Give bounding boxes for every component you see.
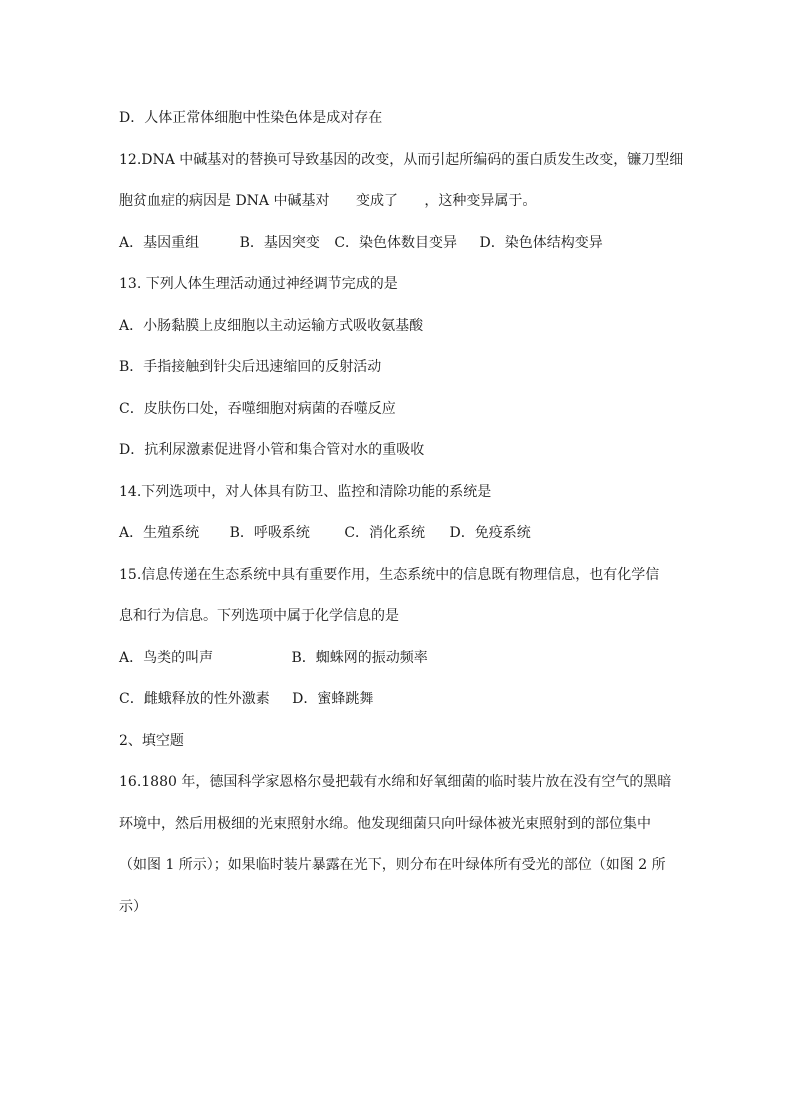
q12-option-b: B．基因突变 (239, 235, 320, 251)
q12-option-d: D．染色体结构变异 (479, 235, 603, 251)
q12-stem-part-b: 变成了 (355, 193, 398, 209)
q12-stem-part-c: ，这种变异属于。 (424, 193, 537, 209)
q11-option-d: D．人体正常体细胞中性染色体是成对存在 (119, 110, 383, 126)
q12-option-c: C．染色体数目变异 (334, 235, 458, 251)
q12-stem-line1: 12.DNA 中碱基对的替换可导致基因的改变，从而引起所编码的蛋白质发生改变，镰刀型细 (119, 152, 684, 168)
q13-option-c: C．皮肤伤口处，吞噬细胞对病菌的吞噬反应 (119, 401, 396, 417)
q15-stem-line1: 15.信息传递在生态系统中具有重要作用，生态系统中的信息既有物理信息，也有化学信 (119, 567, 660, 583)
q12-option-a: A．基因重组 (119, 235, 200, 251)
q16-line2: 环境中，然后用极细的光束照射水绵。他发现细菌只向叶绿体被光束照射到的部位集中 (119, 816, 651, 832)
q16-line3: （如图 1 所示）；如果临时装片暴露在光下，则分布在叶绿体所有受光的部位（如图 2 所 (119, 857, 666, 873)
q15-options-row2 (119, 689, 373, 709)
q14-stem: 14.下列选项中，对人体具有防卫、监控和清除功能的系统是 (119, 484, 492, 500)
q14-option-b: B．呼吸系统 (229, 525, 310, 541)
q15-option-b: B．蜘蛛网的振动频率 (291, 650, 428, 666)
q16-line1: 16.1880 年，德国科学家恩格尔曼把载有水绵和好氧细菌的临时装片放在没有空气的黑暗 (119, 774, 672, 790)
q14-option-a: A．生殖系统 (119, 525, 200, 541)
q15-options-row1 (119, 648, 428, 668)
q15-option-a: A．鸟类的叫声 (119, 650, 214, 666)
q12-stem-part-a: 胞贫血症的病因是 DNA 中碱基对 (119, 193, 330, 209)
q14-options (119, 523, 531, 543)
q15-stem-line2: 息和行为信息。下列选项中属于化学信息的是 (119, 608, 399, 624)
q14-option-d: D．免疫系统 (449, 525, 531, 541)
q15-option-c: C．雌蛾释放的性外激素 (119, 691, 270, 707)
q13-option-a: A．小肠黏膜上皮细胞以主动运输方式吸收氨基酸 (119, 318, 424, 334)
q13-stem: 13. 下列人体生理活动通过神经调节完成的是 (119, 276, 398, 292)
q14-option-c: C．消化系统 (344, 525, 426, 541)
q13-option-b: B．手指接触到针尖后迅速缩回的反射活动 (119, 359, 382, 375)
q15-option-d: D．蜜蜂跳舞 (292, 691, 374, 707)
q12-stem-line2 (119, 191, 536, 211)
q13-option-d: D．抗利尿激素促进肾小管和集合管对水的重吸收 (119, 442, 425, 458)
q12-options (119, 233, 603, 253)
q16-line4: 示） (119, 899, 147, 915)
section-heading-fill-in: 2、填空题 (119, 733, 184, 749)
